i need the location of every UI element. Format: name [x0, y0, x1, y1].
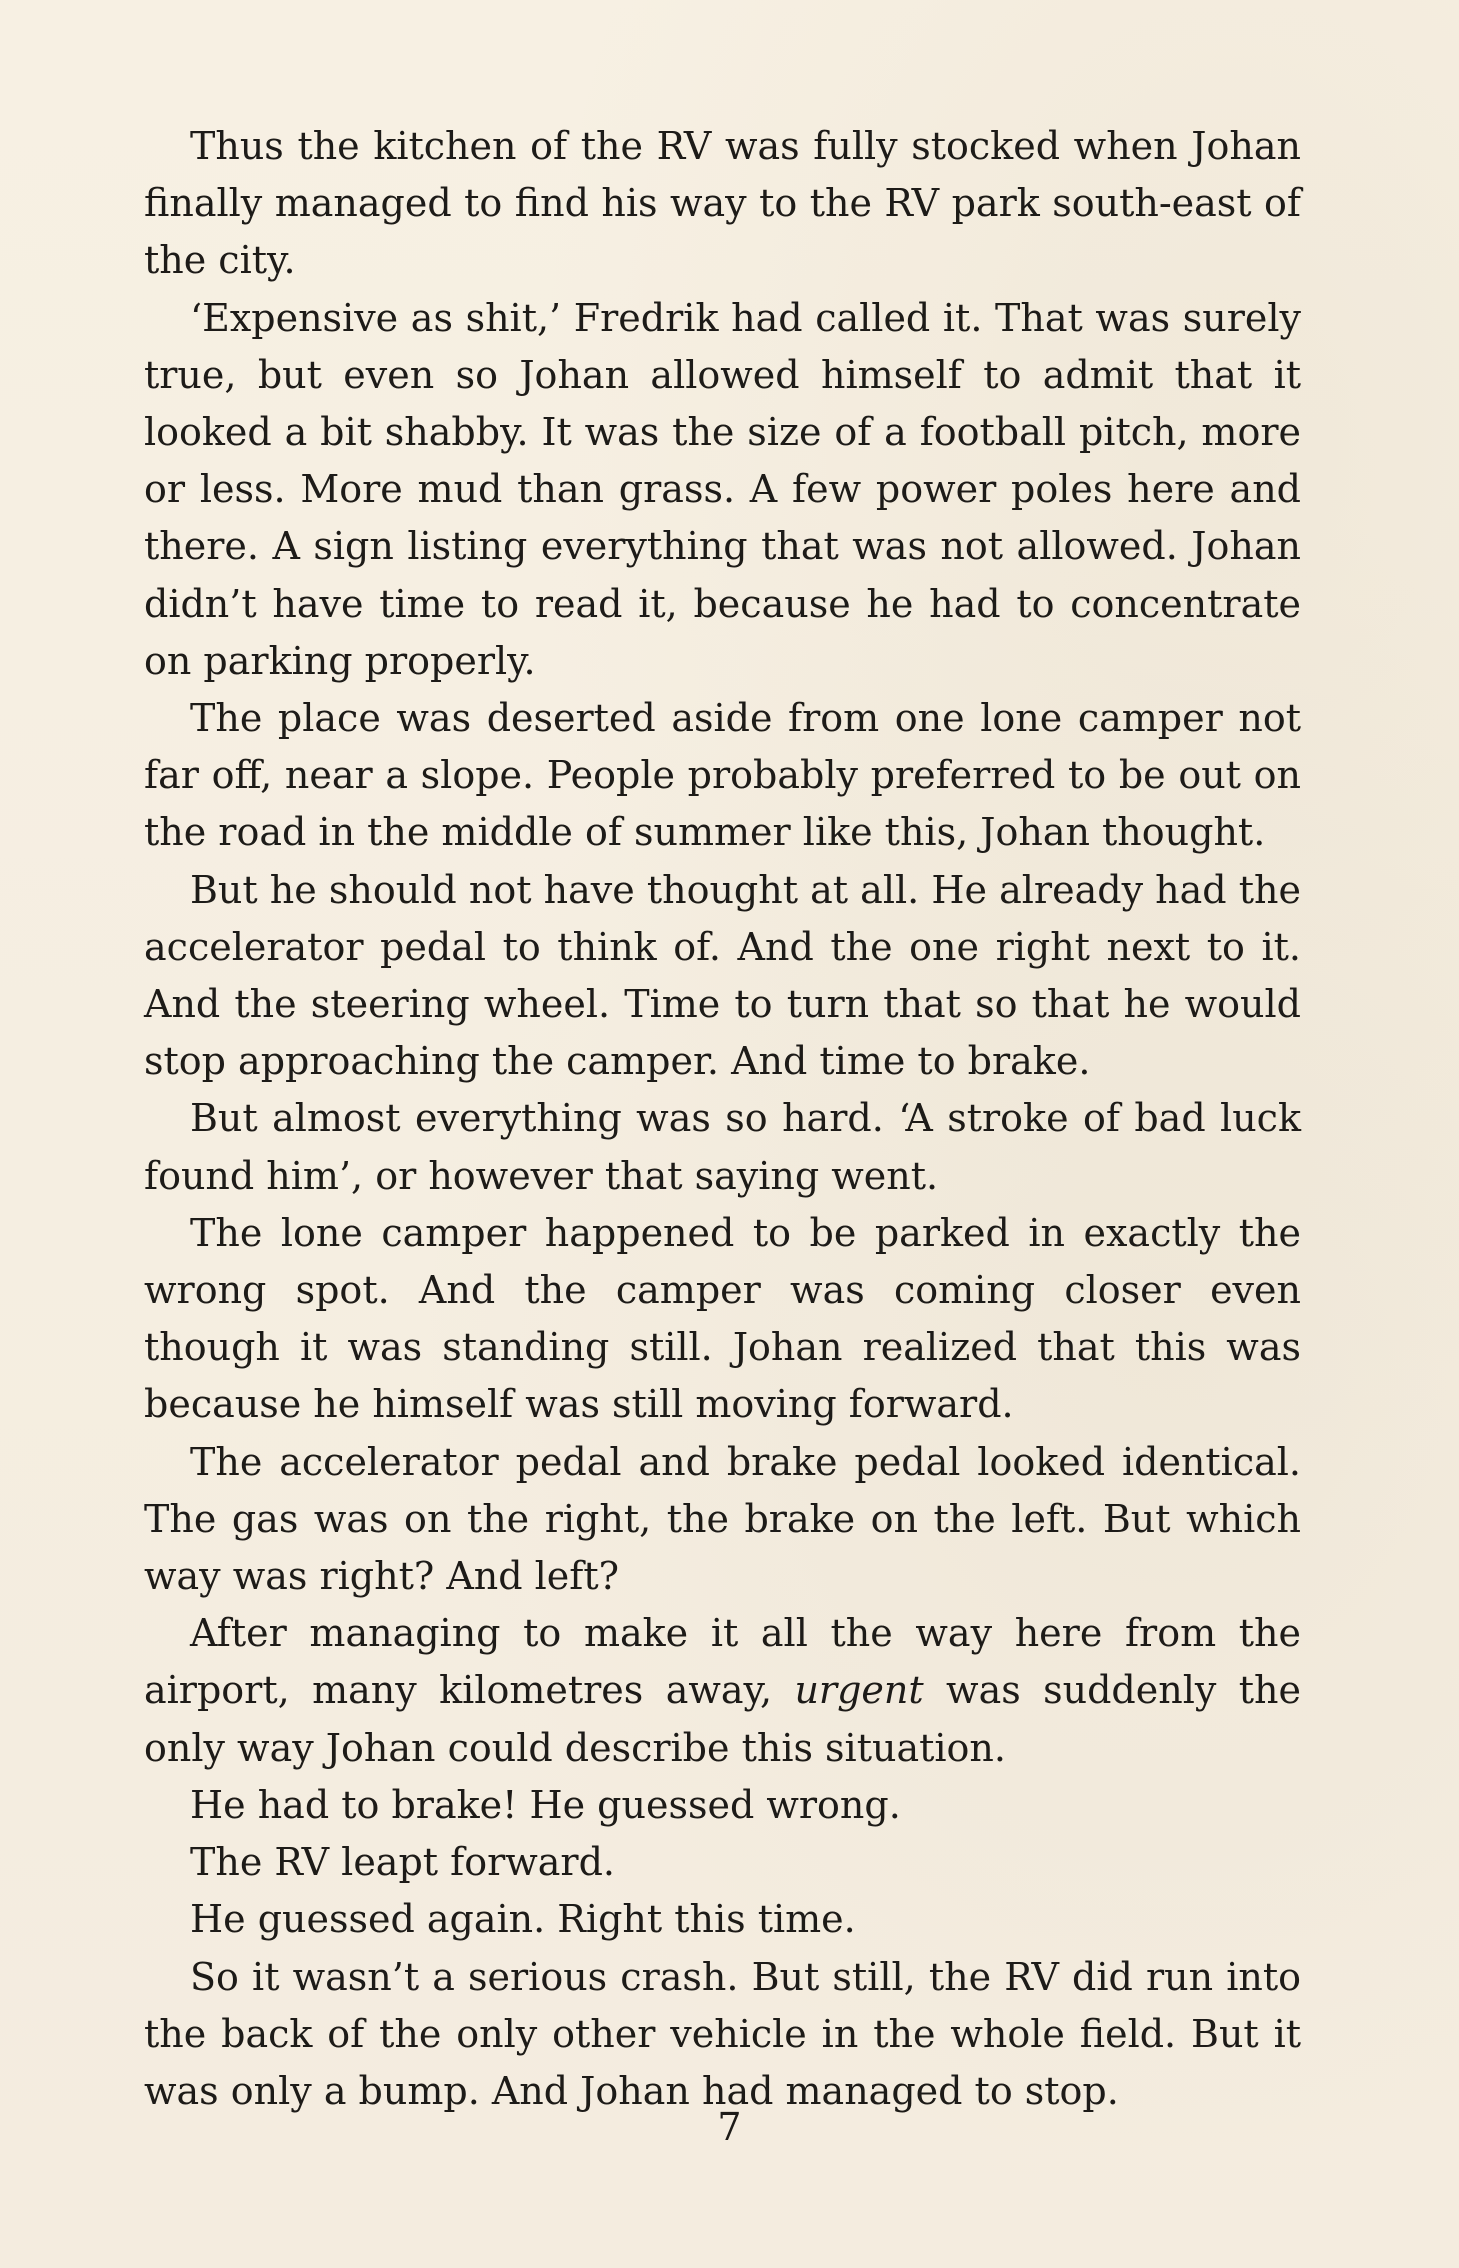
paragraph: The accelerator pedal and brake pedal looked identical. The gas was on the right, the brake on the left. But which way was right? And left?	[144, 1439, 1301, 1599]
paragraph-text: was suddenly the only way Johan could describe this situation.	[144, 1668, 1301, 1770]
paragraph: ‘Expensive as shit,’ Fredrik had called it. That was surely true, but even so Johan allowed himself to admit that it looked a bit shabby. It was the size of a football pitch, more or less. More mud than grass. A few power poles here and there. A sign listing everything that was not allowed. Johan didn’t have time to read it, because he had to concentrate on parking properly.	[144, 295, 1301, 683]
body-text	[144, 118, 1301, 2120]
paragraph: Thus the kitchen of the RV was fully stocked when Johan finally managed to find his way to the RV park south-east of the city.	[144, 124, 1301, 283]
paragraph: The RV leapt forward.	[190, 1840, 615, 1885]
emphasized-word: urgent	[794, 1668, 924, 1713]
paragraph: So it wasn’t a serious crash. But still, the RV did run into the back of the only other vehicle in the whole field. But it was only a bump. And Johan had managed to stop.	[144, 1954, 1301, 2113]
paragraph: But he should not have thought at all. He already had the accelerator pedal to think of. And the one right next to it. And the steering wheel. Time to turn that so that he would stop approaching the camper. And time to brake.	[144, 867, 1301, 1084]
paragraph: He had to brake! He guessed wrong.	[190, 1782, 901, 1827]
paragraph: The place was deserted aside from one lone camper not far off, near a slope. People probably preferred to be out on the road in the middle of summer like this, Johan thought.	[144, 696, 1301, 855]
paragraph: But almost everything was so hard. ‘A stroke of bad luck found him’, or however that saying went.	[144, 1096, 1301, 1198]
paragraph-with-emphasis	[144, 1605, 1301, 1777]
paragraph: The lone camper happened to be parked in exactly the wrong spot. And the camper was coming closer even though it was standing still. Johan realized that this was because he himself was still moving forward.	[144, 1210, 1301, 1427]
page-number: 7	[717, 2105, 742, 2149]
paragraph-text: After managing to make it all the way here from the airport, many kilometres away,	[144, 1611, 1301, 1713]
paragraph: He guessed again. Right this time.	[190, 1897, 856, 1942]
